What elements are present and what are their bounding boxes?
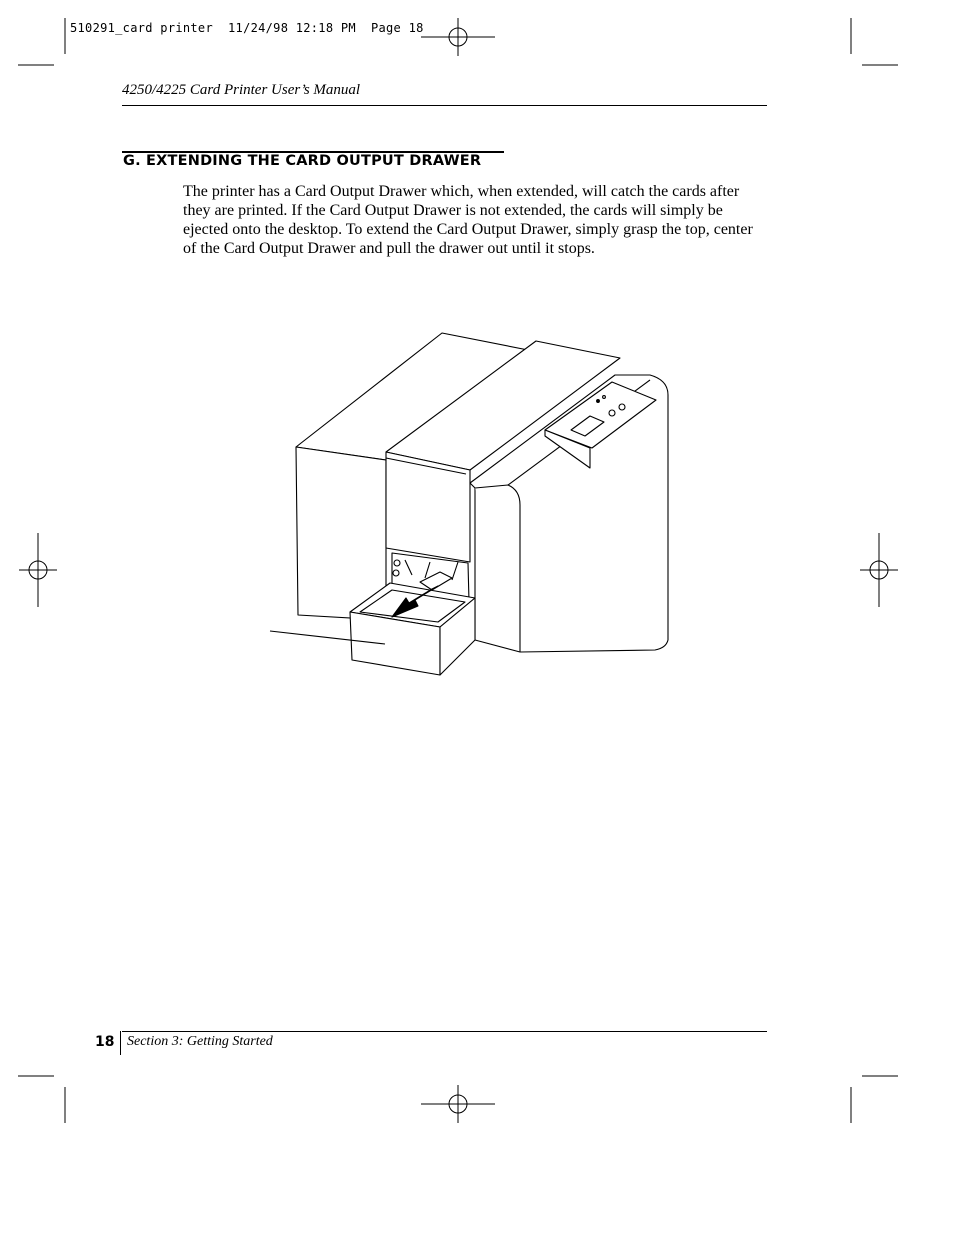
section-heading: G. EXTENDING THE CARD OUTPUT DRAWER	[123, 153, 482, 169]
footer-rule	[122, 1031, 767, 1032]
printer-slug-line: 510291_card printer 11/24/98 12:18 PM Page 18	[70, 21, 424, 35]
section-body: The printer has a Card Output Drawer which, when extended, will catch the cards after they are printed. If the Card Output Drawer is not extended, the cards will simply be ejected onto the desktop. To extend the Card Output Drawer, simply grasp the top, center of the Card Output Drawer and pull the drawer out until it stops.	[183, 183, 753, 257]
running-head: 4250/4225 Card Printer User’s Manual	[122, 82, 361, 98]
page-number: 18	[95, 1034, 115, 1050]
footer-divider	[120, 1031, 121, 1055]
footer-section-label: Section 3: Getting Started	[127, 1034, 273, 1049]
